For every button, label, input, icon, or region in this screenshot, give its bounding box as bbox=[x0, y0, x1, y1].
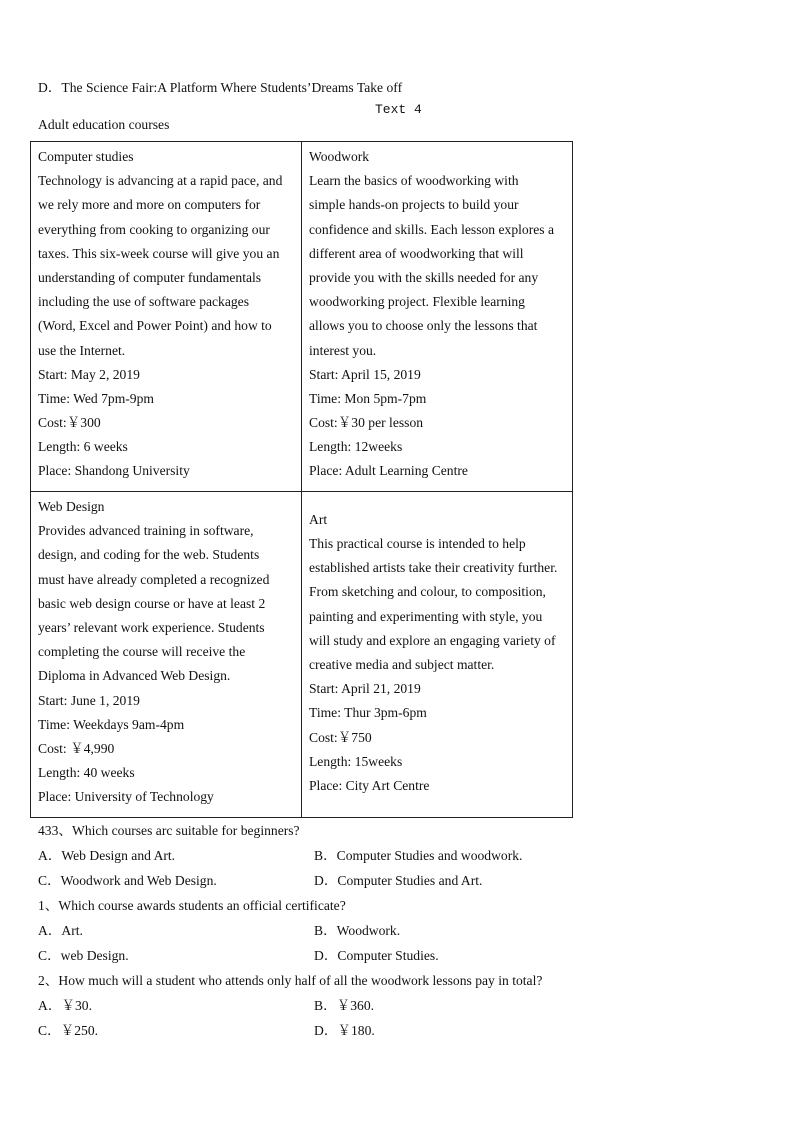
course-line: (Word, Excel and Power Point) and how to bbox=[38, 318, 272, 334]
course-cell-woodwork bbox=[302, 142, 573, 492]
answer-option[interactable]: B．￥360. bbox=[314, 998, 375, 1013]
answer-option[interactable]: C．￥250. bbox=[38, 1023, 99, 1038]
course-line: allows you to choose only the lessons that bbox=[309, 318, 538, 334]
course-line: Diploma in Advanced Web Design. bbox=[38, 668, 231, 684]
course-line: Start: April 15, 2019 bbox=[309, 366, 421, 382]
answer-option[interactable]: C．web Design. bbox=[38, 948, 129, 963]
course-title: Web Design bbox=[38, 499, 105, 514]
question-stem: 2、How much will a student who attends only half of all the woodwork lessons pay in total? bbox=[38, 973, 543, 988]
course-line: Length: 40 weeks bbox=[38, 765, 135, 781]
course-title: Woodwork bbox=[309, 149, 370, 164]
answer-option[interactable]: C．Woodwork and Web Design. bbox=[38, 873, 217, 888]
course-line: Place: Adult Learning Centre bbox=[309, 463, 468, 479]
course-line: Start: May 2, 2019 bbox=[38, 366, 140, 382]
course-line: Time: Mon 5pm-7pm bbox=[309, 390, 427, 406]
course-line: painting and experimenting with style, you bbox=[309, 608, 543, 624]
course-line: Place: Shandong University bbox=[38, 463, 190, 479]
course-line: Cost:￥30 per lesson bbox=[309, 415, 424, 431]
answer-option[interactable]: D．Computer Studies and Art. bbox=[314, 873, 483, 888]
course-line: This practical course is intended to help bbox=[309, 536, 526, 552]
question-stem: 1、Which course awards students an official certificate? bbox=[38, 898, 346, 913]
text-label: Text 4 bbox=[375, 102, 422, 117]
answer-option[interactable]: A．Art. bbox=[38, 923, 83, 938]
course-line: Provides advanced training in software, bbox=[38, 523, 254, 539]
course-line: simple hands-on projects to build your bbox=[309, 197, 519, 213]
course-line: Place: City Art Centre bbox=[309, 777, 430, 793]
course-title: Art bbox=[309, 511, 328, 527]
course-line: Time: Wed 7pm-9pm bbox=[38, 390, 154, 406]
course-line: established artists take their creativity further. bbox=[309, 560, 558, 576]
course-cell-web-design bbox=[31, 492, 302, 818]
course-line: Time: Weekdays 9am-4pm bbox=[38, 716, 185, 732]
course-line: creative media and subject matter. bbox=[309, 657, 495, 672]
answer-option[interactable]: D．Computer Studies. bbox=[314, 948, 439, 963]
course-line: Cost:￥750 bbox=[309, 729, 372, 745]
answer-option[interactable]: A．Web Design and Art. bbox=[38, 848, 176, 863]
course-line: Technology is advancing at a rapid pace, and bbox=[38, 173, 283, 189]
course-line: woodworking project. Flexible learning bbox=[309, 294, 525, 310]
course-line: taxes. This six-week course will give you an bbox=[38, 245, 280, 261]
course-line: including the use of software packages bbox=[38, 294, 250, 310]
course-line: interest you. bbox=[309, 342, 377, 358]
course-line: Length: 12weeks bbox=[309, 439, 403, 455]
course-line: will study and explore an engaging variety of bbox=[309, 632, 556, 648]
course-line: Start: April 21, 2019 bbox=[309, 681, 421, 697]
course-line: Learn the basics of woodworking with bbox=[309, 173, 519, 189]
question-stem: 433、Which courses arc suitable for beginners? bbox=[38, 823, 300, 838]
course-line: Time: Thur 3pm-6pm bbox=[309, 705, 427, 721]
previous-option-d: D．The Science Fair:A Platform Where Students’Dreams Take off bbox=[38, 80, 403, 95]
course-cell-art bbox=[302, 492, 573, 818]
answer-option[interactable]: D．￥180. bbox=[314, 1023, 375, 1038]
course-line: provide you with the skills needed for any bbox=[309, 269, 539, 285]
answer-option[interactable]: A．￥30. bbox=[38, 998, 92, 1013]
course-line: basic web design course or have at least 2 bbox=[38, 595, 266, 611]
courses-table bbox=[30, 141, 573, 818]
course-cell-computer-studies bbox=[31, 142, 302, 492]
course-line: different area of woodworking that will bbox=[309, 245, 524, 261]
course-title: Computer studies bbox=[38, 149, 134, 164]
course-line: years’ relevant work experience. Students bbox=[38, 619, 265, 635]
course-line: Length: 15weeks bbox=[309, 753, 403, 769]
course-line: design, and coding for the web. Students bbox=[38, 547, 260, 563]
passage-heading: Adult education courses bbox=[38, 117, 170, 132]
course-line: Length: 6 weeks bbox=[38, 439, 128, 455]
course-line: Start: June 1, 2019 bbox=[38, 692, 140, 708]
course-line: must have already completed a recognized bbox=[38, 571, 270, 587]
course-line: we rely more and more on computers for bbox=[38, 197, 261, 213]
course-line: everything from cooking to organizing our bbox=[38, 221, 270, 237]
course-line: confidence and skills. Each lesson explores a bbox=[309, 221, 554, 237]
course-line: Cost:￥300 bbox=[38, 415, 101, 431]
course-line: use the Internet. bbox=[38, 342, 126, 358]
course-line: Place: University of Technology bbox=[38, 789, 214, 805]
course-line: understanding of computer fundamentals bbox=[38, 269, 262, 285]
course-line: From sketching and colour, to composition, bbox=[309, 584, 546, 600]
answer-option[interactable]: B．Computer Studies and woodwork. bbox=[314, 848, 523, 863]
answer-option[interactable]: B．Woodwork. bbox=[314, 923, 401, 938]
course-line: Cost: ￥4,990 bbox=[38, 740, 115, 756]
course-line: completing the course will receive the bbox=[38, 644, 246, 660]
